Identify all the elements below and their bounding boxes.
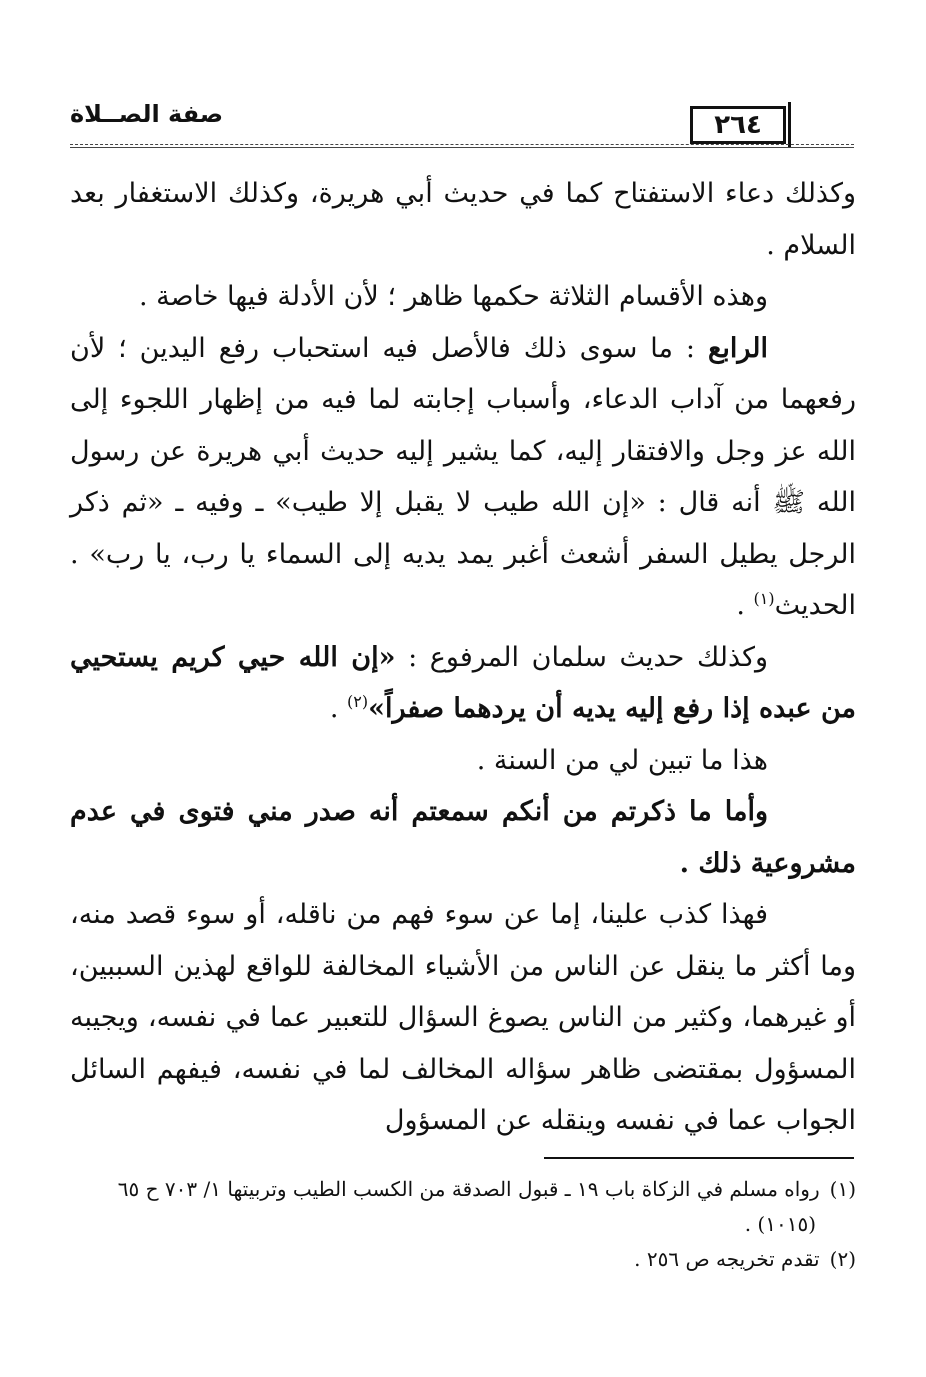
- paragraph-6: وأما ما ذكرتم من أنكم سمعتم أنه صدر مني فتوى في عدم مشروعية ذلك .: [70, 796, 856, 879]
- footnote-rule: [544, 1157, 854, 1159]
- paragraph-2: وهذه الأقسام الثلاثة حكمها ظاهر ؛ لأن الأدلة فيها خاصة .: [138, 281, 768, 312]
- footnote-1-continuation: (١٠١٥) .: [744, 1212, 816, 1236]
- paragraph-4-text: وكذلك حديث سلمان المرفوع :: [395, 641, 769, 673]
- paragraph-5: هذا ما تبين لي من السنة .: [476, 744, 768, 776]
- footnote-2: [70, 1242, 856, 1277]
- paragraph-3: [70, 323, 856, 632]
- footnote-1-text: رواه مسلم في الزكاة باب ١٩ ـ قبول الصدقة من الكسب الطيب وتربيتها ١/ ٧٠٣ ح ٦٥: [117, 1177, 820, 1201]
- footnotes: [70, 1172, 856, 1277]
- paragraph-4-quote: «إن الله حيي كريم يستحيي من عبده إذا رفع إليه يديه أن يردهما صفراً»: [70, 641, 856, 724]
- paragraph-4-end: .: [329, 693, 348, 724]
- header-rule: [70, 144, 854, 148]
- paragraph-3-lead: الرابع: [707, 332, 768, 364]
- footnote-2-text: تقدم تخريجه ص ٢٥٦ .: [634, 1247, 820, 1271]
- book-title: صفة الصــلاة: [70, 100, 224, 128]
- footnote-ref-1[interactable]: (١): [753, 589, 775, 608]
- main-text: [70, 168, 856, 1147]
- paragraph-7: فهذا كذب علينا، إما عن سوء فهم من ناقله، أو سوء قصد منه، وما أكثر ما ينقل عن الناس من الأشياء المخالفة للواقع لهذين السببين، أو غيرهما، وكثير من الناس يصوغ السؤال للتعبير عما في نفسه، ويجيبه المسؤول بمقتضى ظاهر سؤاله المخالف لما في نفسه، فيفهم السائل الجواب عما في نفسه وينقله عن المسؤول: [70, 899, 856, 1136]
- footnote-1: [70, 1172, 856, 1207]
- footnote-1-number: (١): [829, 1177, 856, 1201]
- paragraph-3-end: .: [736, 590, 754, 621]
- page-header: [70, 92, 854, 152]
- footnote-ref-2[interactable]: (٢): [347, 692, 369, 711]
- paragraph-4: [70, 632, 856, 735]
- paragraph-3-text: : ما سوى ذلك فالأصل فيه استحباب رفع اليدين ؛ لأن رفعهما من آداب الدعاء، وأسباب إجابته لما فيه من إظهار اللجوء إلى الله عز وجل والافتقار إليه، كما يشير إليه حديث أبي هريرة عن رسول الله ﷺ أنه قال : «إن الله طيب لا يقبل إلا طيب» ـ وفيه ـ «ثم ذكر الرجل يطيل السفر أشعث أغبر يمد يديه إلى السماء يا رب، يا رب» . الحديث: [70, 332, 856, 621]
- page-number: ٢٦٤: [690, 106, 786, 144]
- page-number-bar: [788, 102, 791, 148]
- paragraph-1: وكذلك دعاء الاستفتاح كما في حديث أبي هريرة، وكذلك الاستغفار بعد السلام .: [70, 178, 856, 261]
- footnote-2-number: (٢): [829, 1247, 856, 1271]
